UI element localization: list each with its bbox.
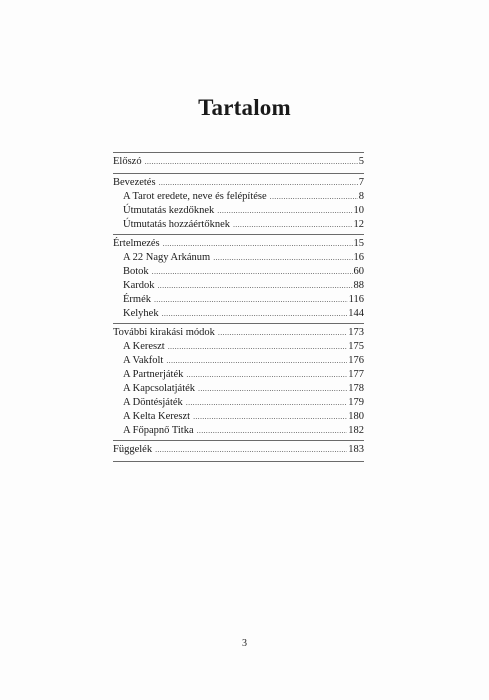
toc-subentry-page: 10 [353, 205, 364, 216]
toc-subentry-label: A 22 Nagy Arkánum [123, 252, 211, 263]
toc-subentry[interactable] [123, 307, 364, 321]
toc-subentry-page: 116 [348, 294, 364, 305]
toc-entry-page: 15 [353, 238, 364, 249]
toc-subentry-page: 88 [353, 280, 364, 291]
toc-subentry-page: 60 [353, 266, 364, 277]
toc-subentry-label: A Tarot eredete, neve és felépítése [123, 191, 267, 202]
toc-subentry-label: A Kelta Kereszt [123, 411, 191, 422]
toc-subentry-label: Útmutatás kezdőknek [123, 205, 215, 216]
dot-leader [158, 279, 353, 293]
toc-subentry[interactable] [123, 424, 364, 438]
toc-entry-page: 5 [358, 156, 364, 167]
toc-subentry[interactable] [123, 368, 364, 382]
dot-leader [217, 204, 352, 218]
dot-leader [193, 410, 347, 424]
dot-leader [186, 368, 347, 382]
toc-subentry[interactable] [123, 410, 364, 424]
dot-leader [218, 326, 347, 340]
dot-leader [186, 396, 347, 410]
toc-subentry[interactable] [123, 251, 364, 265]
toc-subentry-page: 175 [348, 341, 364, 352]
dot-leader [270, 190, 358, 204]
section-divider [113, 461, 364, 462]
toc-subentry-label: A Vakfolt [123, 355, 164, 366]
toc-subentry-label: Útmutatás hozzáértőknek [123, 219, 230, 230]
toc-entry-page: 173 [348, 327, 364, 338]
dot-leader [162, 307, 348, 321]
toc-subentry-page: 176 [348, 355, 364, 366]
dot-leader [155, 443, 347, 457]
section-divider [113, 152, 364, 153]
toc-subentry-page: 12 [353, 219, 364, 230]
section-divider [113, 173, 364, 174]
toc-entry-label: További kirakási módok [113, 327, 215, 338]
dot-leader [166, 354, 347, 368]
toc-subentry[interactable] [123, 354, 364, 368]
toc-subentry[interactable] [123, 218, 364, 232]
toc-subentry-page: 179 [348, 397, 364, 408]
section-divider [113, 323, 364, 324]
toc-subentry[interactable] [123, 190, 364, 204]
toc-subentry-label: Kardok [123, 280, 155, 291]
toc-subentry-page: 16 [353, 252, 364, 263]
toc-subentry[interactable] [123, 265, 364, 279]
toc-subentry-label: Kelyhek [123, 308, 159, 319]
toc-subentry-label: A Kapcsolatjáték [123, 383, 196, 394]
toc-subentry-label: A Partnerjáték [123, 369, 184, 380]
toc-subentry[interactable] [123, 340, 364, 354]
toc-subentry[interactable] [123, 279, 364, 293]
dot-leader [197, 424, 348, 438]
dot-leader [154, 293, 348, 307]
page-title: Tartalom [198, 95, 291, 120]
toc-subentry-label: A Kereszt [123, 341, 165, 352]
toc-subentry-page: 177 [348, 369, 364, 380]
toc-entry-page: 7 [358, 177, 364, 188]
toc-subentry[interactable] [123, 396, 364, 410]
toc-subentry-page: 180 [348, 411, 364, 422]
dot-leader [168, 340, 348, 354]
toc-entry-fuggelek[interactable] [113, 443, 364, 457]
toc-entry-label: Függelék [113, 444, 153, 455]
toc-subentry-label: Érmék [123, 294, 151, 305]
dot-leader [213, 251, 352, 265]
toc-subentry-page: 182 [348, 425, 364, 436]
toc-subentry[interactable] [123, 382, 364, 396]
toc-subentry[interactable] [123, 293, 364, 307]
toc-entry-bevezetes[interactable] [113, 176, 364, 190]
toc-entry-label: Előszó [113, 156, 142, 167]
toc-subentry-label: Botok [123, 266, 149, 277]
toc-entry-page: 183 [348, 444, 364, 455]
toc-entry-tovabbi-kirakasi-modok[interactable] [113, 326, 364, 340]
dot-leader [159, 176, 358, 190]
section-divider [113, 234, 364, 235]
dot-leader [163, 237, 353, 251]
toc-entry-label: Értelmezés [113, 238, 160, 249]
page-number: 3 [242, 638, 247, 649]
toc-entry-eloszo[interactable] [113, 155, 364, 169]
section-divider [113, 440, 364, 441]
dot-leader [152, 265, 353, 279]
dot-leader [198, 382, 347, 396]
toc-subentry-page: 178 [348, 383, 364, 394]
toc-subentry[interactable] [123, 204, 364, 218]
toc-entry-ertelmezes[interactable] [113, 237, 364, 251]
toc-subentry-label: A Főpapnő Titka [123, 425, 194, 436]
toc-subentry-page: 144 [348, 308, 364, 319]
toc-subentry-label: A Döntésjáték [123, 397, 183, 408]
toc-entry-label: Bevezetés [113, 177, 156, 188]
dot-leader [145, 155, 358, 169]
dot-leader [233, 218, 353, 232]
toc-subentry-page: 8 [358, 191, 364, 202]
